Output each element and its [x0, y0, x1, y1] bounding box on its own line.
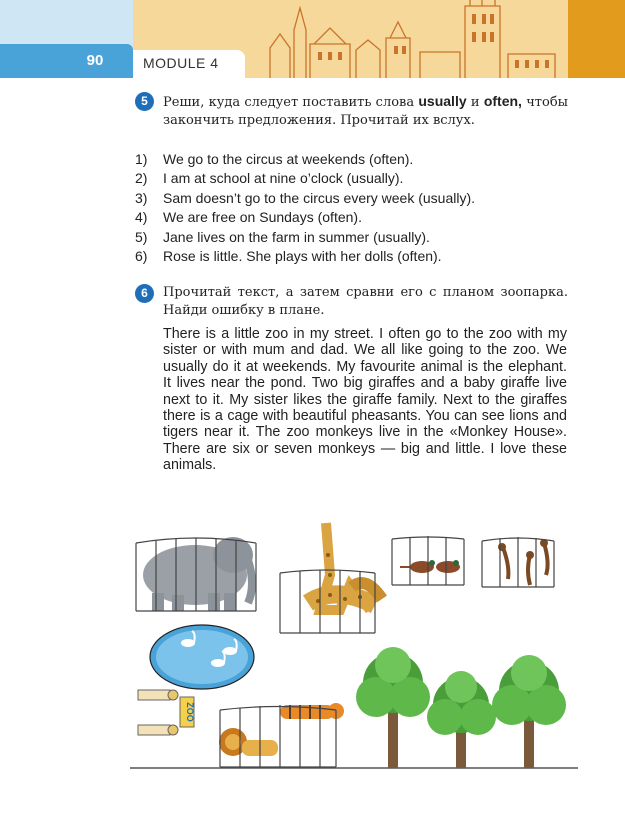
exercise-5-number: 5	[135, 92, 154, 111]
trees	[356, 647, 566, 768]
swan	[211, 659, 225, 667]
list-item: 1) We go to the circus at weekends (often).	[135, 151, 414, 167]
exercise-6-number: 6	[135, 284, 154, 303]
list-item: 6) Rose is little. She plays with her dolls (often).	[135, 248, 442, 265]
reading-paragraph: There is a little zoo in my street. I often go to the zoo with my sister or with mum and dad. We all like going to the zoo. We usually do it at weekends. My favourite animal is the elephant. It lives near the pond. Two big giraffes and a baby giraffe live next to it. My sister likes the giraffe family. Next to the giraffes there is a cage with beautiful pheasants. You can see lions and tigers near it. The zoo monkeys live in the «Monkey House». There are six or seven monkeys — big and little. I love these animals.	[163, 326, 567, 474]
elephant-trunk	[248, 560, 252, 603]
list-item: 5) Jane lives on the farm in summer (usually).	[135, 228, 430, 245]
list-item: 2) I am at school at nine o’clock (usually).	[135, 170, 404, 187]
reading-text	[135, 326, 567, 474]
giraffe-cage	[280, 523, 382, 633]
exercise-5-list	[135, 150, 575, 266]
module-label: MODULE 4	[143, 55, 219, 71]
pond	[150, 625, 254, 689]
page-number: 90	[86, 52, 104, 69]
page-header	[0, 0, 625, 78]
exercise-5-instruction: Реши, куда следует поставить слова usually и often, чтобы закончить предложения. Прочитай их вслух.	[163, 93, 568, 128]
list-item: 4) We are free on Sundays (often).	[135, 209, 362, 226]
swan	[181, 639, 195, 647]
swan	[223, 647, 237, 655]
list-item: 3) Sam doesn’t go to the circus every week (usually).	[135, 189, 476, 206]
zoo-plan-illustration	[130, 515, 580, 777]
pheasant-cage	[392, 536, 464, 585]
zoo-entrance	[138, 690, 195, 735]
header-corner	[568, 0, 625, 78]
lion-tiger-cage	[219, 703, 344, 767]
monkey-house	[482, 537, 554, 587]
zoo-sign-text: ZOO	[185, 702, 195, 722]
elephant-cage	[136, 537, 256, 611]
city-skyline-illustration	[260, 0, 560, 78]
exercise-6-instruction: Прочитай текст, а затем сравни его с планом зоопарка. Найди ошибку в плане.	[163, 285, 568, 318]
